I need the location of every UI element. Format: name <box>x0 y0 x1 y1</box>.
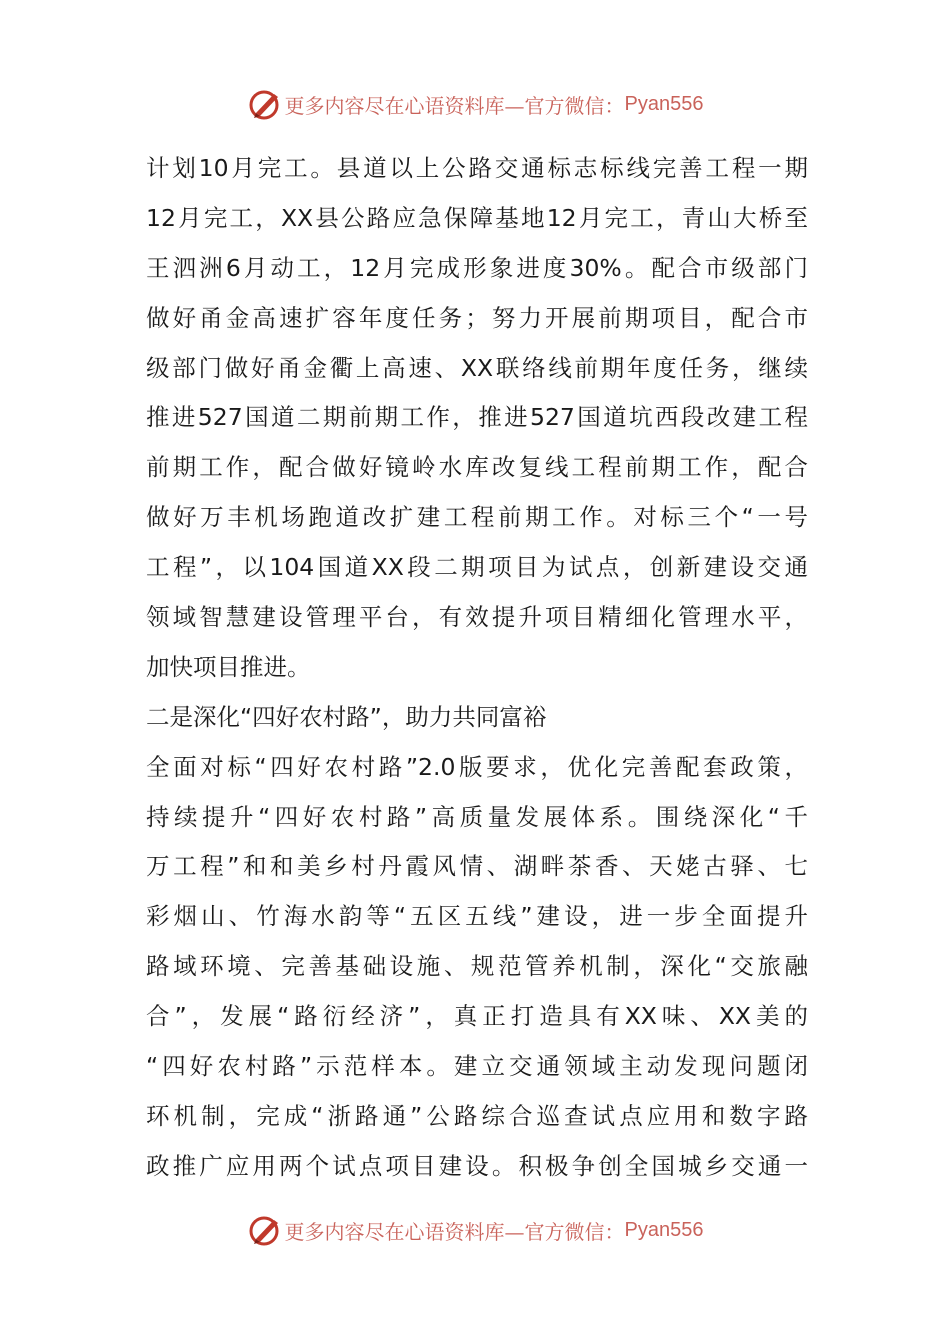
header-watermark <box>0 84 950 124</box>
section-heading: 二是深化“四好农村路”，助力共同富裕 <box>146 702 547 731</box>
watermark-wechat-id: Pyan556 <box>624 1218 704 1241</box>
text-line: 工程”，以104国道XX段二期项目为试点，创新建设交通 <box>146 553 808 582</box>
text-line: 推进527国道二期前期工作，推进527国道坑西段改建工程 <box>146 403 808 432</box>
document-body <box>146 144 808 1192</box>
text-line: “四好农村路”示范样本。建立交通领域主动发现问题闭 <box>146 1052 808 1081</box>
text-line: 环机制，完成“浙路通”公路综合巡查试点应用和数字路 <box>146 1101 808 1130</box>
text-line: 万工程”和和美乡村丹霞风情、湖畔茶香、天姥古驿、七 <box>146 852 808 881</box>
text-line: 持续提升“四好农村路”高质量发展体系。围绕深化“千 <box>146 802 808 831</box>
watermark-text: 更多内容尽在心语资料库—官方微信： <box>284 93 625 118</box>
watermark-wechat-id: Pyan556 <box>624 92 704 115</box>
text-line: 级部门做好甬金衢上高速、XX联络线前期年度任务，继续 <box>146 353 808 382</box>
text-line: 合”，发展“路衍经济”，真正打造具有XX味、XX美的 <box>146 1002 808 1031</box>
text-line: 做好甬金高速扩容年度任务；努力开展前期项目，配合市 <box>146 303 808 332</box>
text-line: 12月完工，XX县公路应急保障基地12月完工，青山大桥至 <box>146 203 808 232</box>
text-line: 王泗洲6月动工，12月完成形象进度30%。配合市级部门 <box>146 253 808 282</box>
text-line: 领域智慧建设管理平台，有效提升项目精细化管理水平， <box>146 603 808 632</box>
text-line: 计划10月完工。县道以上公路交通标志标线完善工程一期 <box>146 154 808 182</box>
text-line: 路域环境、完善基础设施、规范管养机制，深化“交旅融 <box>146 952 808 981</box>
text-line: 彩烟山、竹海水韵等“五区五线”建设，进一步全面提升 <box>146 902 808 931</box>
text-line: 做好万丰机场跑道改扩建工程前期工作。对标三个“一号 <box>146 503 808 532</box>
watermark-text: 更多内容尽在心语资料库—官方微信： <box>284 1219 625 1244</box>
text-line: 前期工作，配合做好镜岭水库改复线工程前期工作，配合 <box>146 453 808 482</box>
text-line: 政推广应用两个试点项目建设。积极争创全国城乡交通一 <box>146 1151 808 1180</box>
text-line: 全面对标“四好农村路”2.0版要求，优化完善配套政策， <box>146 752 808 781</box>
footer-watermark <box>0 1210 950 1250</box>
pen-logo-icon <box>247 86 283 122</box>
pen-logo-icon <box>247 1212 283 1248</box>
text-line: 加快项目推进。 <box>146 652 311 681</box>
